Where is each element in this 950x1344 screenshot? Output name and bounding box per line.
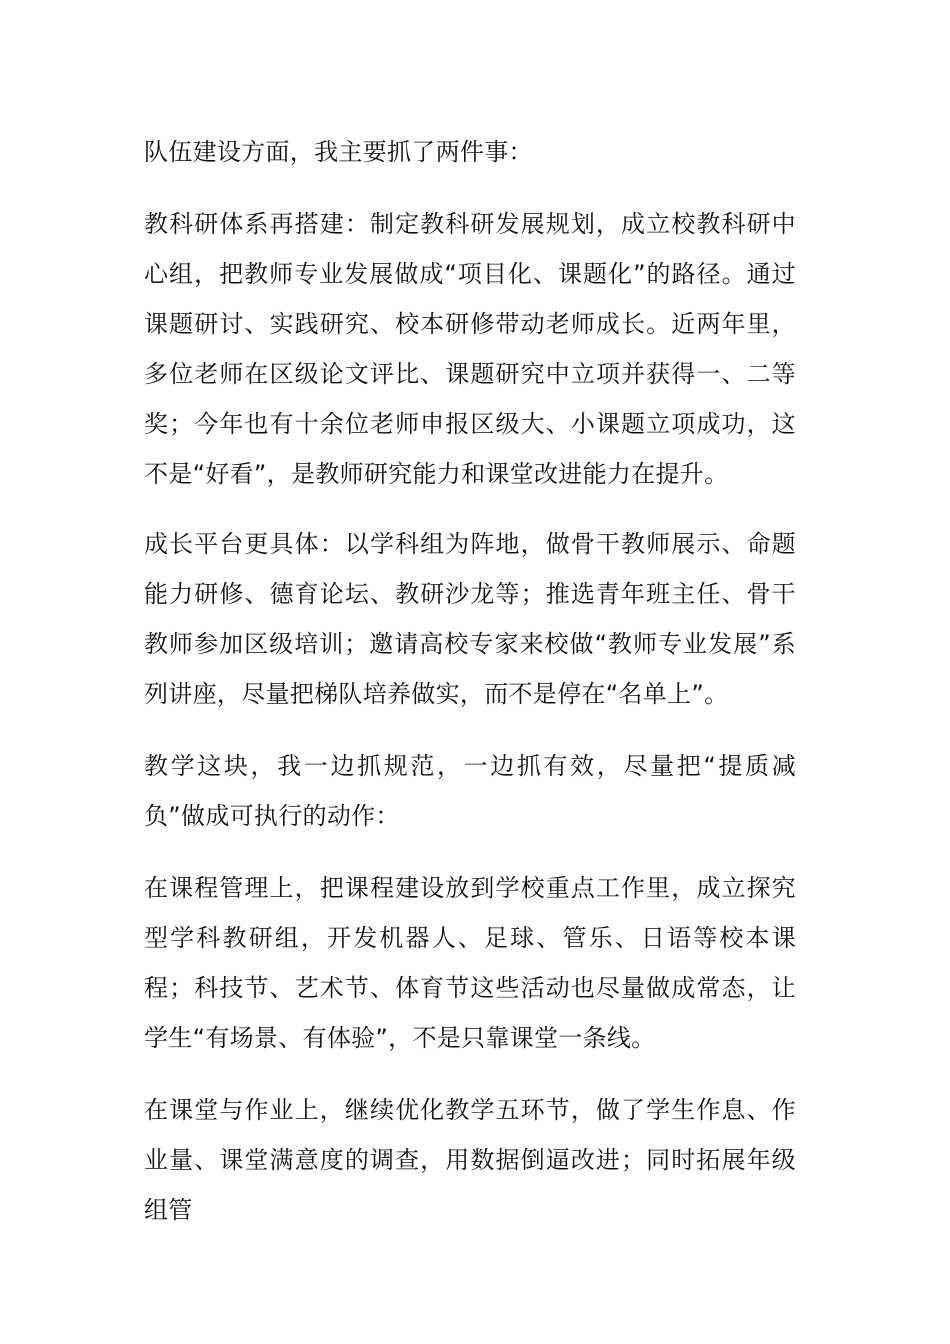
paragraph-teaching-intro: 教学这块，我一边抓规范，一边抓有效，尽量把“提质减负”做成可执行的动作： [144,752,796,830]
paragraph-classroom-homework: 在课堂与作业上，继续优化教学五环节，做了学生作息、作业量、课堂满意度的调查，用数据倒逼改进；同时拓展年级组管 [144,1096,796,1224]
paragraph-curriculum-management: 在课程管理上，把课程建设放到学校重点工作里，成立探究型学科教研组，开发机器人、足球、管乐、日语等校本课程；科技节、艺术节、体育节这些活动也尽量做成常态，让学生“有场景、有体验”，不是只靠课堂一条线。 [144,874,796,1052]
paragraph-research-system: 教科研体系再搭建：制定教科研发展规划，成立校教科研中心组，把教师专业发展做成“项目化、课题化”的路径。通过课题研讨、实践研究、校本研修带动老师成长。近两年里，多位老师在区级论文评比、课题研究中立项并获得一、二等奖；今年也有十余位老师申报区级大、小课题立项成功，这不是“好看”，是教师研究能力和课堂改进能力在提升。 [144,210,796,488]
paragraph-growth-platform: 成长平台更具体：以学科组为阵地，做骨干教师展示、命题能力研修、德育论坛、教研沙龙等；推选青年班主任、骨干教师参加区级培训；邀请高校专家来校做“教师专业发展”系列讲座，尽量把梯队培养做实，而不是停在“名单上”。 [144,530,796,708]
paragraph-team-building-intro: 队伍建设方面，我主要抓了两件事： [144,138,533,166]
